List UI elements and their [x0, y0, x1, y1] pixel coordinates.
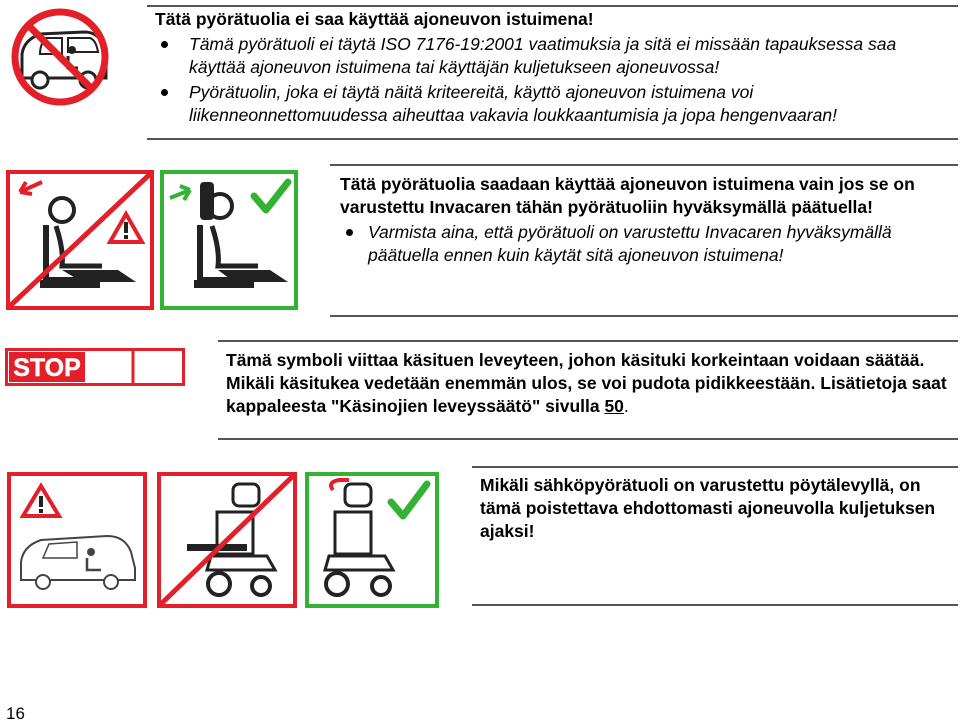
- vehicle-transport-warning-icon: [7, 472, 147, 608]
- section3-text: [226, 349, 954, 418]
- divider: [330, 164, 958, 166]
- divider: [330, 315, 958, 317]
- divider: [147, 5, 958, 7]
- no-tray-table-icon: [157, 472, 297, 608]
- list-item: Varmista aina, että pyörätuoli on varustettu Invacaren hyväksymällä päätuella ennen kuin käytät sitä ajoneuvon istuimena!: [340, 221, 945, 267]
- section2-heading: Tätä pyörätuolia saadaan käyttää ajoneuvon istuimena vain jos se on varustettu Invacaren tähän pyörätuoliin hyväksymällä päätuella!: [340, 174, 915, 217]
- section1-heading: Tätä pyörätuolia ei saa käyttää ajoneuvon istuimena!: [155, 9, 594, 29]
- no-headrest-warning-icon: [6, 170, 154, 310]
- section2-block: [340, 173, 945, 267]
- section2-list: [340, 221, 945, 267]
- armrest-width-note: Tämä symboli viittaa käsituen leveyteen, johon käsituki korkeintaan voidaan säätää. Mikäli käsitukea vedetään enemmän ulos, se voi pudota pidikkeestään. Lisätietoja saat kappaleesta "Käsinojien leveyssäätö" sivulla: [226, 350, 947, 416]
- tray-removal-warning: Mikäli sähköpyörätuoli on varustettu pöytälevyllä, on tämä poistettava ehdottomasti ajoneuvolla kuljetuksen ajaksi!: [480, 475, 936, 541]
- no-vehicle-seat-icon: [6, 6, 114, 108]
- divider: [218, 438, 958, 440]
- stop-label: STOP: [13, 354, 81, 382]
- with-headrest-approved-icon: [160, 170, 298, 310]
- tray-removed-approved-icon: [305, 472, 439, 608]
- page-reference-link[interactable]: 50: [604, 396, 624, 416]
- divider: [147, 138, 958, 140]
- list-item: Tämä pyörätuoli ei täytä ISO 7176-19:2001 vaatimuksia ja sitä ei missään tapauksessa saa käyttää ajoneuvon istuimena tai käyttäjän kuljetukseen ajoneuvossa!: [155, 33, 955, 79]
- list-item: Pyörätuolin, joka ei täytä näitä kriteereitä, käyttö ajoneuvon istuimena voi liikenneonnettomuudessa aiheuttaa vakavia loukkaantumisia ja jopa hengenvaaran!: [155, 81, 955, 127]
- divider: [218, 340, 958, 342]
- divider: [472, 604, 958, 606]
- page-number: 16: [6, 704, 25, 723]
- stop-symbol: [5, 348, 185, 386]
- sentence-end: .: [623, 396, 629, 416]
- section1-list: [155, 33, 955, 127]
- divider: [472, 466, 958, 468]
- section1-block: [155, 8, 955, 127]
